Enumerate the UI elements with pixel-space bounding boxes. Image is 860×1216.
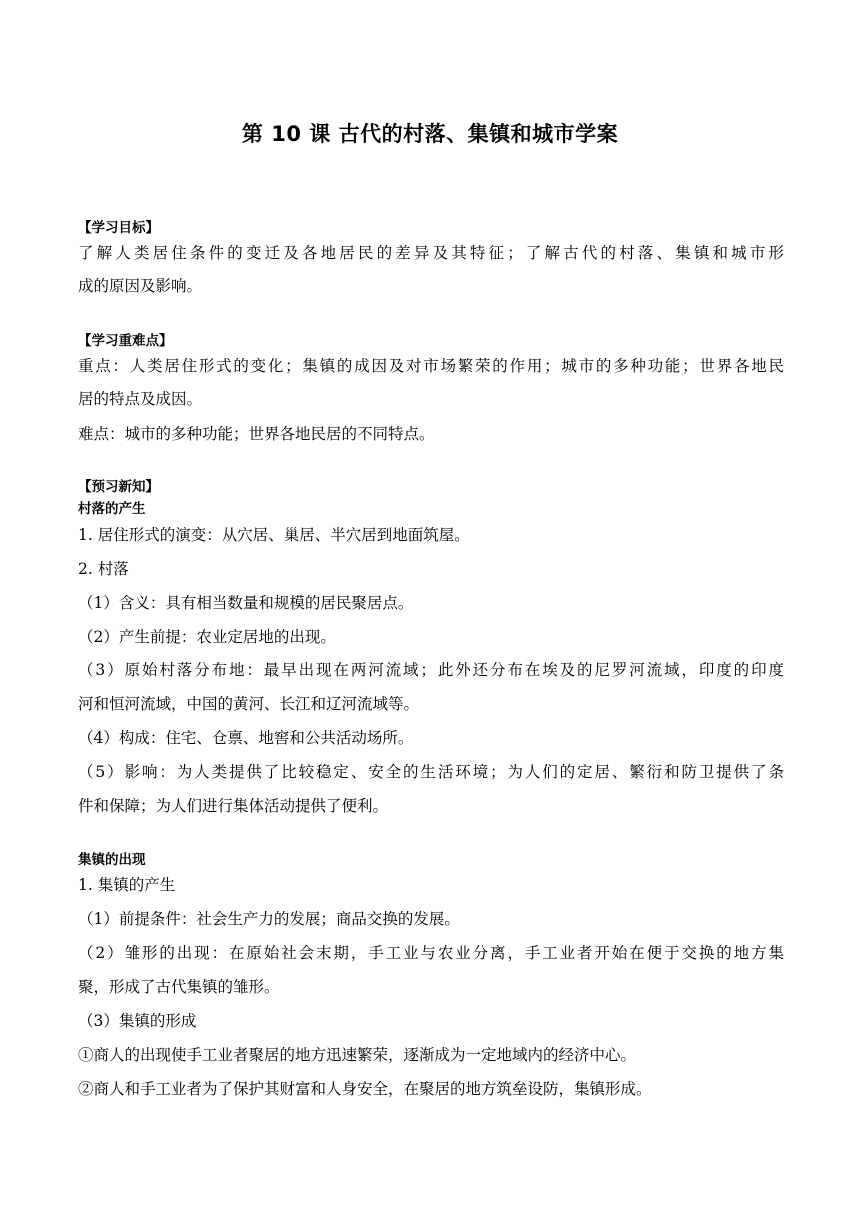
page-title: 第 10 课 古代的村落、集镇和城市学案 — [241, 122, 619, 146]
section-heading-learning-goals: 【学习目标】 — [78, 220, 159, 236]
paragraph-line: 了解人类居住条件的变迁及各地居民的差异及其特征；了解古代的村落、集镇和城市形 — [78, 244, 784, 262]
list-item: ①商人的出现使手工业者聚居的地方迅速繁荣，逐渐成为一定地域内的经济中心。 — [78, 1046, 637, 1064]
subheading-market-town: 集镇的出现 — [78, 852, 146, 868]
list-item: 1. 集镇的产生 — [78, 876, 176, 894]
list-item-continuation: 河和恒河流域，中国的黄河、长江和辽河流域等。 — [78, 695, 420, 713]
paragraph-line: 居的特点及成因。 — [78, 390, 203, 408]
section-heading-key-points: 【学习重难点】 — [78, 333, 173, 349]
list-item: （2）产生前提：农业定居地的出现。 — [78, 628, 336, 646]
list-item: （5）影响：为人类提供了比较稳定、安全的生活环境；为人们的定居、繁衍和防卫提供了条 — [78, 763, 784, 781]
subheading-village-origin: 村落的产生 — [78, 501, 146, 517]
list-item: （2）雏形的出现：在原始社会末期，手工业与农业分离，手工业者开始在便于交换的地方集 — [78, 944, 784, 962]
section-heading-preview: 【预习新知】 — [78, 479, 159, 495]
list-item-continuation: 件和保障；为人们进行集体活动提供了便利。 — [78, 797, 389, 815]
list-item: （3）原始村落分布地：最早出现在两河流域；此外还分布在埃及的尼罗河流域，印度的印度 — [78, 661, 784, 679]
list-item: ②商人和手工业者为了保护其财富和人身安全，在聚居的地方筑垒设防，集镇形成。 — [78, 1080, 652, 1098]
paragraph-line: 重点：人类居住形式的变化；集镇的成因及对市场繁荣的作用；城市的多种功能；世界各地民 — [78, 357, 784, 375]
list-item: （1）前提条件：社会生产力的发展；商品交换的发展。 — [78, 910, 460, 928]
list-item: （3）集镇的形成 — [78, 1012, 197, 1030]
paragraph-line: 成的原因及影响。 — [78, 277, 203, 295]
paragraph-line: 难点：城市的多种功能；世界各地民居的不同特点。 — [78, 425, 435, 443]
list-item: （4）构成：住宅、仓禀、地窖和公共活动场所。 — [78, 729, 414, 747]
list-item: 1. 居住形式的演变：从穴居、巢居、半穴居到地面筑屋。 — [78, 526, 470, 544]
list-item: 2. 村落 — [78, 560, 129, 578]
list-item-continuation: 聚，形成了古代集镇的雏形。 — [78, 978, 280, 996]
list-item: （1）含义：具有相当数量和规模的居民聚居点。 — [78, 594, 414, 612]
